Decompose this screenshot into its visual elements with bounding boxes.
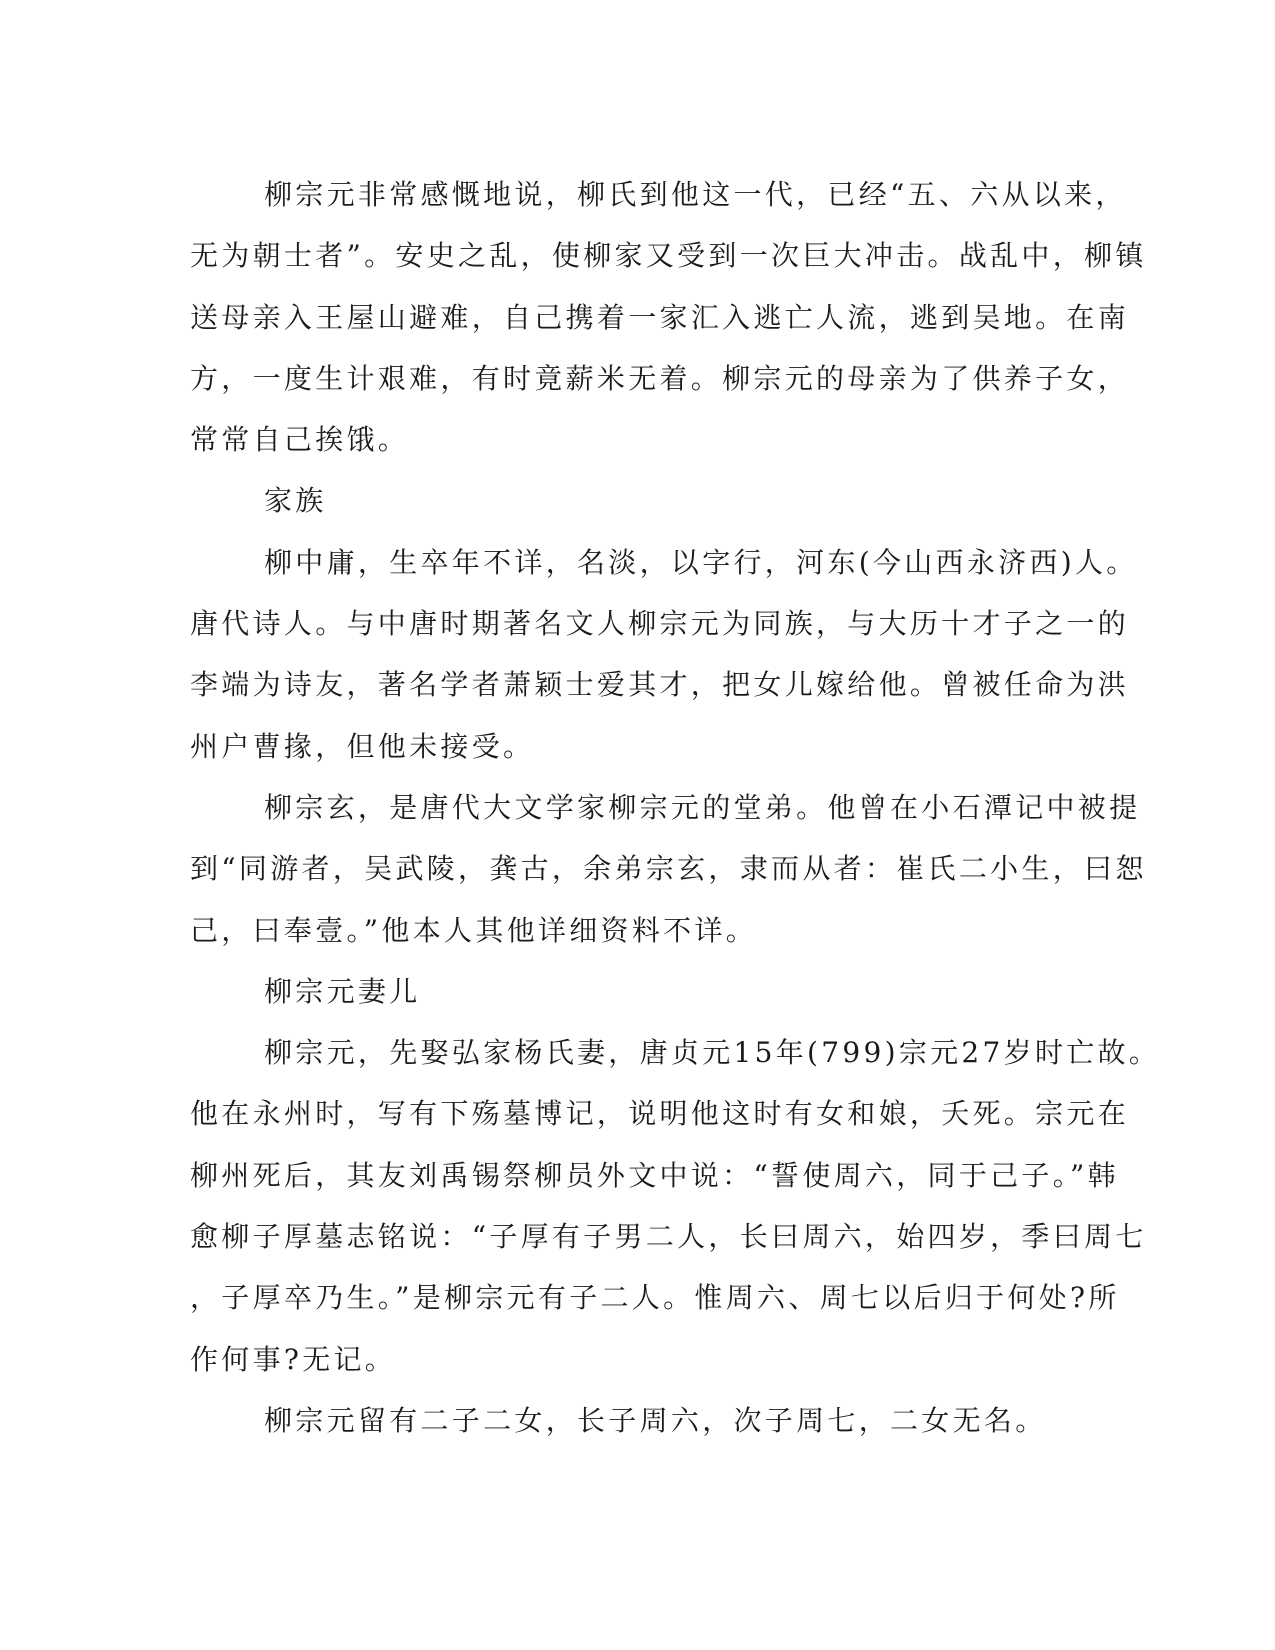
paragraph-line: 州户曹掾，但他未接受。 bbox=[190, 729, 535, 763]
paragraph-line: 常常自己挨饿。 bbox=[190, 423, 410, 457]
paragraph-line: 愈柳子厚墓志铭说：“子厚有子男二人，长曰周六，始四岁，季曰周七 bbox=[190, 1220, 1147, 1254]
paragraph-line: 李端为诗友，著名学者萧颖士爱其才，把女儿嫁给他。曾被任命为洪 bbox=[190, 668, 1130, 702]
paragraph-line: ，子厚卒乃生。”是柳宗元有子二人。惟周六、周七以后归于何处?所 bbox=[190, 1281, 1120, 1315]
paragraph-line: 唐代诗人。与中唐时期著名文人柳宗元为同族，与大历十才子之一的 bbox=[190, 607, 1130, 641]
section-heading-family: 家族 bbox=[264, 484, 327, 518]
paragraph-line: 送母亲入王屋山避难，自己携着一家汇入逃亡人流，逃到吴地。在南 bbox=[190, 300, 1130, 334]
paragraph-line: 己，曰奉壹。”他本人其他详细资料不详。 bbox=[190, 913, 758, 947]
paragraph-line: 柳宗元留有二子二女，长子周六，次子周七，二女无名。 bbox=[264, 1403, 1047, 1437]
paragraph-line: 到“同游者，吴武陵，龚古，余弟宗玄，隶而从者：崔氏二小生，曰恕 bbox=[190, 852, 1147, 886]
paragraph-line: 柳州死后，其友刘禹锡祭柳员外文中说：“誓使周六，同于己子。”韩 bbox=[190, 1158, 1119, 1192]
paragraph-line: 柳宗玄，是唐代大文学家柳宗元的堂弟。他曾在小石潭记中被提 bbox=[264, 790, 1141, 824]
paragraph-line: 方，一度生计艰难，有时竟薪米无着。柳宗元的母亲为了供养子女， bbox=[190, 361, 1130, 395]
section-heading-wife-children: 柳宗元妻儿 bbox=[264, 974, 421, 1008]
document-body bbox=[190, 164, 1161, 1451]
paragraph-line: 柳宗元，先娶弘家杨氏妻，唐贞元15年(799)宗元27岁时亡故。 bbox=[264, 1036, 1161, 1070]
paragraph-line: 作何事?无记。 bbox=[190, 1342, 397, 1376]
paragraph-line: 柳宗元非常感慨地说，柳氏到他这一代，已经“五、六从以来， bbox=[264, 178, 1127, 211]
paragraph-line: 柳中庸，生卒年不详，名淡，以字行，河东(今山西永济西)人。 bbox=[264, 545, 1138, 579]
paragraph-line: 他在永州时，写有下殇墓博记，说明他这时有女和娘，夭死。宗元在 bbox=[190, 1097, 1130, 1131]
paragraph-line: 无为朝士者”。安史之乱，使柳家又受到一次巨大冲击。战乱中，柳镇 bbox=[190, 239, 1147, 273]
